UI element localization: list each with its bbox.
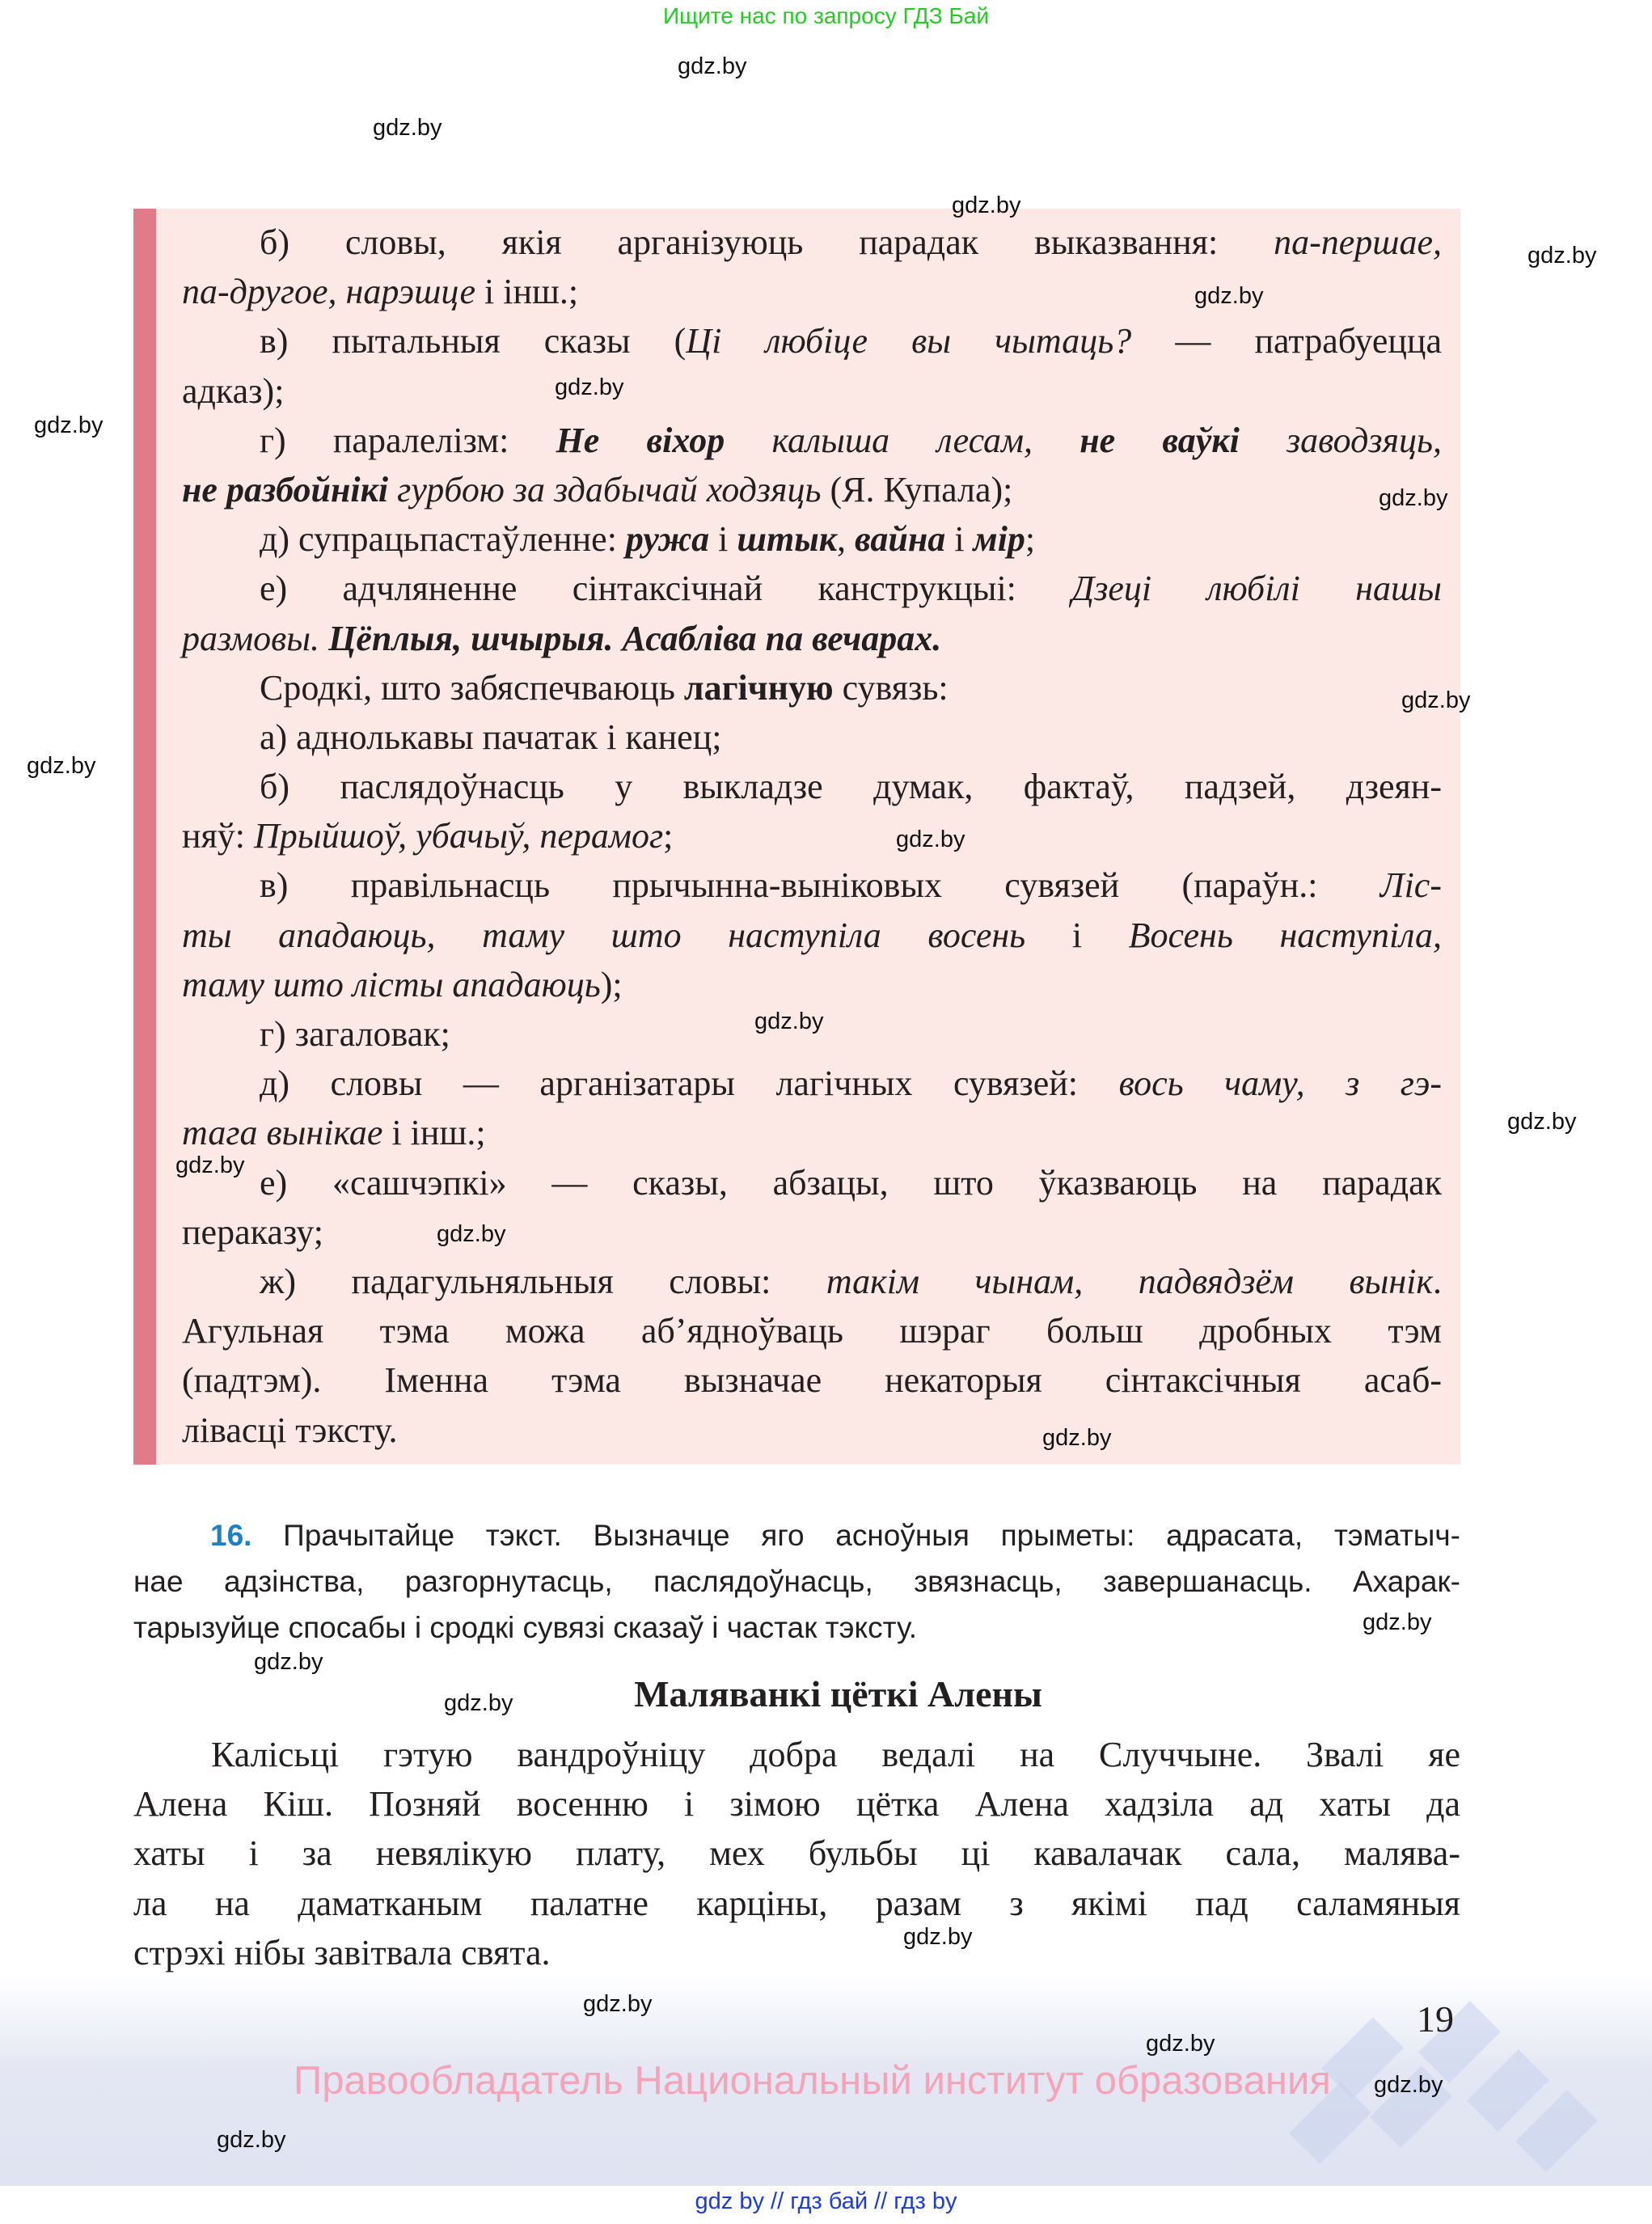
story-line: ла на даматканым палатне карціны, разам з якімі пад саламяныя [133,1883,1460,1923]
watermark: gdz.by [896,827,965,852]
bold-italic-example: ружа [625,519,710,560]
exercise-line: нае адзінства, разгорнутасць, паслядоўнасць, звязнасць, завершанасць. Ахарак- [133,1565,1460,1598]
watermark: gdz.by [583,1991,653,2017]
text-segment: — патрабуецца [1131,321,1442,362]
story-line: Калісьці гэтую вандроўніцу добра ведалі на Случчыне. Звалі яе [211,1735,1460,1774]
watermark: gdz.by [444,1690,513,1716]
copyright-notice: Правообладатель Национальный институт образования [294,2059,1331,2103]
theory-line [182,564,1442,613]
theory-line [182,1257,1442,1306]
exercise-16 [133,1512,1460,1651]
watermark: gdz.by [903,1924,973,1950]
theory-line [182,811,1442,860]
text-segment: г) загаловак; [260,1014,450,1054]
theory-line [182,1406,1442,1455]
watermark: gdz.by [1379,485,1448,511]
bottom-links[interactable]: gdz by // гдз бай // гдз by [695,2188,957,2214]
theory-line [182,1306,1442,1355]
text-segment: е) адчляненне сінтаксічнай канструкцыі: [260,569,1072,609]
text-segment: , [837,519,856,560]
italic-example: заводзяць, [1239,420,1443,460]
text-segment: ); [600,964,623,1004]
watermark: gdz.by [175,1152,245,1178]
text-segment: б) словы, якія арганізуюць парадак выказвання: [260,222,1274,262]
theory-line [182,366,1442,416]
text-segment: і [1025,915,1129,955]
text-segment: д) словы — арганізатары лагічных сувязей: [260,1063,1119,1104]
bold-italic-example: Не віхор [556,420,725,460]
watermark: gdz.by [1527,243,1597,268]
italic-example: гурбою за здабычай ходзяць [388,469,822,509]
text-segment: няў: [182,816,255,856]
theory-line [182,514,1442,564]
text-segment: пераказу; [182,1211,323,1252]
watermark: gdz.by [1401,687,1471,713]
watermark: gdz.by [217,2127,286,2153]
watermark: gdz.by [254,1649,323,1675]
italic-example: па-першае, [1274,222,1442,262]
story-line: хаты і за невялікую плату, мех бульбы ці кавалачак сала, малява- [133,1833,1460,1874]
exercise-text: Прачытайце тэкст. Вызначце яго асноўныя прыметы: адрасата, тэматыч- [251,1519,1460,1552]
text-segment: сувязь: [833,667,949,708]
text-segment: б) паслядоўнасць у выкладзе думак, фактаў, падзей, дзеян- [260,767,1442,807]
text-segment: г) паралелізм: [260,420,556,460]
watermark: gdz.by [1507,1109,1577,1135]
theory-line [182,1355,1442,1405]
exercise-number: 16. [210,1519,252,1552]
text-segment: і [945,519,974,560]
italic-example: Восень наступіла, [1128,915,1442,955]
search-banner[interactable]: Ищите нас по запросу ГДЗ Бай [662,3,990,28]
theory-line [182,465,1442,514]
text-segment: лівасці тэксту. [182,1410,398,1450]
watermark: gdz.by [27,753,96,779]
italic-example: ты ападаюць, таму што наступіла восень [182,915,1026,955]
watermark: gdz.by [754,1008,824,1034]
theory-box-accent-bar [133,209,156,1465]
bold-term: лагічную [683,667,834,708]
italic-example: калыша лесам, [725,420,1080,460]
watermark: gdz.by [1042,1425,1112,1451]
bold-italic-example: мір [973,519,1025,560]
diamond-decoration [1515,2090,1598,2172]
text-segment: в) правільнасць прычынна-выніковых сувязей (параўн.: [260,865,1380,906]
bold-italic-example: Цёплыя, шчырыя. Асабліва па вечарах. [328,618,942,658]
italic-example: Ліс- [1379,865,1442,906]
bold-italic-example: не ваўкі [1080,420,1240,460]
story-text [133,1730,1460,1977]
watermark: gdz.by [1146,2031,1215,2057]
italic-example: таму што лісты ападаюць [182,964,601,1004]
italic-example: размовы. [182,618,329,658]
theory-box [133,209,1460,1465]
theory-line [182,762,1442,811]
text-segment: (Я. Купала); [821,469,1013,509]
italic-example: Прыйшоў, убачыў, перамог [254,816,664,856]
theory-line [182,1059,1442,1108]
watermark: gdz.by [678,53,747,79]
text-segment: адказ); [182,370,285,411]
text-segment: ; [1025,519,1036,560]
watermark: gdz.by [437,1221,506,1247]
text-segment: в) пытальныя сказы ( [260,321,687,362]
exercise-line: тарызуйце спосабы і сродкі сувязі сказаў і частак тэксту. [133,1611,918,1644]
watermark: gdz.by [1374,2072,1443,2098]
bold-italic-example: вайна [855,519,946,560]
theory-line [182,316,1442,366]
text-segment: і інш.; [475,272,579,312]
text-segment: і [709,519,737,560]
watermark: gdz.by [34,412,104,438]
text-segment: Агульная тэма можа аб’ядноўваць шэраг больш дробных тэм [182,1311,1442,1351]
theory-line [182,663,1442,712]
theory-line [182,1108,1442,1157]
theory-line [182,1207,1442,1257]
text-segment: е) «сашчэпкі» — сказы, абзацы, што ўказваюць на парадак [260,1162,1442,1203]
watermark: gdz.by [555,374,624,400]
exercise-line [133,1512,1460,1558]
theory-line [182,1158,1442,1207]
story-line: стрэхі нібы завітвала свята. [133,1932,551,1972]
text-segment: а) аднолькавы пачатак і канец; [260,717,722,757]
italic-example: па-другое, нарэшце [182,272,476,312]
text-segment: . [1433,1261,1442,1301]
bold-italic-example: не разбойнікі [182,469,389,509]
text-segment: (падтэм). Іменна тэма вызначае некаторыя сінтаксічныя асаб- [182,1360,1442,1401]
story-title: Маляванкі цёткі Алены [634,1673,1042,1715]
watermark: gdz.by [952,192,1021,218]
theory-line [182,416,1442,465]
text-segment: і інш.; [382,1113,486,1153]
theory-text [182,218,1442,1455]
theory-line [182,860,1442,910]
italic-example: Ці любіце вы чытаць? [686,321,1132,362]
italic-example: такім чынам, падвядзём вынік [826,1261,1433,1301]
text-segment: ; [663,816,674,856]
italic-example: Дзеці любілі нашы [1071,569,1442,609]
text-segment: ж) падагульняльныя словы: [260,1261,826,1301]
bold-italic-example: штык [737,519,838,560]
page-number: 19 [1417,1998,1454,2040]
watermark: gdz.by [373,115,442,141]
watermark: gdz.by [1194,283,1264,309]
theory-line [182,960,1442,1009]
italic-example: вось чаму, з гэ- [1118,1063,1442,1104]
text-segment: д) супрацьпастаўленне: [260,519,626,560]
theory-line [182,218,1442,267]
theory-line [182,911,1442,960]
watermark: gdz.by [1363,1609,1432,1635]
italic-example: тага вынікае [182,1113,383,1153]
text-segment: Сродкі, што забяспечваюць [260,667,684,708]
story-line: Алена Кіш. Позняй восенню і зімою цётка Алена хадзіла ад хаты да [133,1784,1460,1824]
theory-line [182,712,1442,762]
theory-line [182,614,1442,663]
